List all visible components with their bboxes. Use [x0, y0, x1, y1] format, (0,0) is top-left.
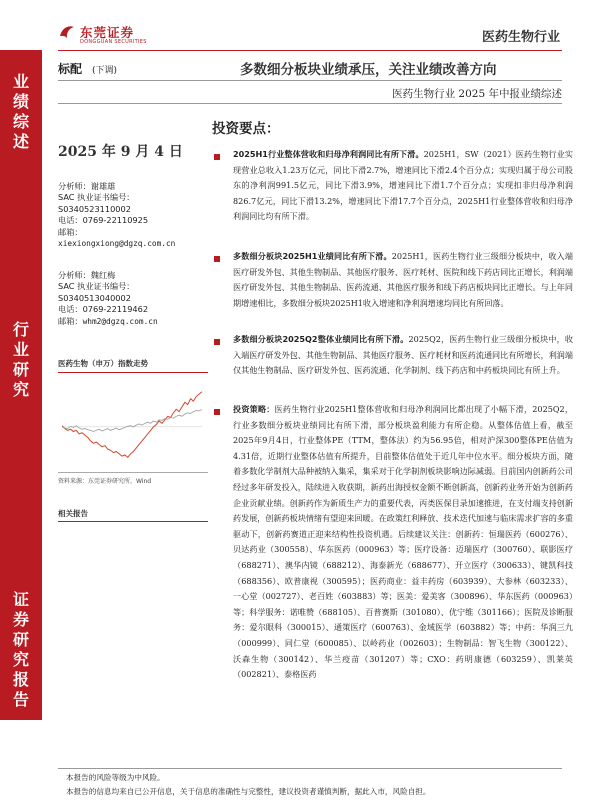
- side-label-char: 研: [12, 360, 29, 379]
- chart-top-rule: [58, 372, 208, 373]
- side-label-industry-research: [0, 320, 42, 400]
- side-label-char: 绩: [12, 92, 29, 111]
- chart-series-line: [62, 409, 202, 431]
- industry-title: 医药生物行业: [481, 30, 560, 45]
- analyst-phone: 电话：0769-22119462: [58, 304, 149, 315]
- analyst-cert-label: SAC 执业证书编号：: [58, 281, 135, 292]
- analyst-email[interactable]: whm2@dgzq.com.cn: [82, 316, 158, 326]
- chart-source: 资料来源：东莞证券研究所，Wind: [58, 478, 152, 485]
- risk-level-note: 本报告的风险等级为中风险。: [66, 773, 165, 782]
- related-reports-heading: 相关报告: [58, 509, 88, 518]
- report-title: 多数细分板块业绩承压，关注业绩改善方向: [240, 62, 497, 78]
- side-label-char: 综: [12, 112, 29, 131]
- chart-bottom-rule: [58, 472, 208, 473]
- key-point-lead: 投资策略：: [233, 404, 275, 414]
- analyst-email-label: 邮箱：: [58, 315, 83, 326]
- analyst-phone: 电话：0769-22110925: [58, 215, 149, 226]
- disclaimer-note: 本报告的信息均来自已公开信息，关于信息的准确性与完整性，建议投资者谨慎判断，据此入市，风险自担。: [66, 787, 431, 796]
- logo-mark-icon: [58, 24, 76, 40]
- rating-change: (下调): [92, 66, 118, 76]
- index-chart: [58, 358, 208, 490]
- bullet-icon: [214, 256, 220, 262]
- analyst-block: [58, 270, 208, 327]
- analyst-cert: S0340523110002: [58, 203, 131, 214]
- side-label-char: 述: [12, 132, 29, 151]
- analyst-email[interactable]: xiexiongxiong@dgzq.com.cn: [58, 239, 176, 249]
- bullet-icon: [214, 154, 220, 160]
- analyst-cert-label: SAC 执业证书编号：: [58, 192, 135, 203]
- report-subtitle: 医药生物行业 2025 年中报业绩综述: [392, 88, 562, 100]
- analyst-email-label: 邮箱：: [58, 226, 83, 237]
- related-reports-rule: [58, 521, 208, 522]
- side-label-char: 究: [12, 380, 29, 399]
- side-label-summary: [0, 72, 42, 152]
- rating: [58, 60, 117, 77]
- subtitle-divider: [58, 103, 562, 104]
- side-label-char: 券: [12, 610, 29, 629]
- title-divider: [58, 80, 562, 81]
- side-label-char: 究: [12, 650, 29, 669]
- chart-plot: [58, 374, 208, 470]
- key-point-lead: 多数细分板块2025Q2整体业绩同比有所下滑。: [233, 334, 409, 344]
- key-point-paragraph: [233, 332, 573, 396]
- side-label-char: 业: [12, 72, 29, 91]
- chart-series-line: [62, 392, 202, 458]
- rating-label: 标配: [58, 62, 83, 76]
- key-point-body: 医药生物行业2025H1整体营收和归母净利润同比都出现了小幅下滑，2025Q2，行业多数细分板块业绩同比有所下滑，部分板块盈利能力有所企稳。从整体估值上看，截至2025年9月4日，行业整体PE（TTM，整体法）约为56.95倍，相对沪深300整体PE估值为4.31倍，近期行业整体估值有所提升，目前整体估值处于近几年中位水平。细分板块方面，随着多数化学制剂大品种被纳入集采，集采对于化学制剂板块影响边际减弱。目前国内创新药公司经过多年研发投入，陆续进入收获期，新药出海授权金额不断创新高，创新药业务开始为创新药企业贡献业绩。创新药作为新质生产力的重要代表，丙类医保目录加速推进，在支付端支持创新药发展，创新药板块情绪有望迎来回暖。在政策红利释放、技术迭代加速与临床需求扩容的多重驱动下，创新药赛道正迎来结构性投资机遇。后续建议关注：创新药：恒瑞医药（600276）、贝达药业（300558）、华东医药（000963）等；医疗设备：迈瑞医疗（300760）、联影医疗（688271）、澳华内镜（688212）、海泰新光（688677）、开立医疗（300633）、键凯科技（688356）、欧普康视（300595）；医药商业：益丰药房（603939）、大参林（603233）、一心堂（002727）、老百姓（603883）等；医美：爱美客（300896）、华东医药（000963）等；科学服务：诺唯赞（688105）、百普赛斯（301080）、优宁维（301166）；医院及诊断服务：爱尔眼科（300015）、通策医疗（600763）、金域医学（603882）等；中药：华润三九（000999）、同仁堂（600085）、以岭药业（002603）；生物制品：智飞生物（300122）、沃森生物（300142）、华兰疫苗（301207）等；CXO：药明康德（603259）、凯莱英（002821）、泰格医药: [233, 404, 573, 680]
- bullet-icon: [214, 409, 220, 415]
- bullet-icon: [214, 339, 220, 345]
- side-label-securities-report: [0, 590, 42, 710]
- side-label-char: 告: [12, 690, 29, 709]
- key-point-paragraph: [233, 402, 573, 757]
- side-label-char: 行: [12, 320, 29, 339]
- footer-divider: [58, 768, 562, 769]
- logo-text: 东莞证券: [80, 25, 135, 40]
- side-bar: [0, 50, 42, 720]
- company-logo: [58, 18, 168, 52]
- chart-title: 医药生物（申万）指数走势: [58, 359, 148, 368]
- side-label-char: 证: [12, 590, 29, 609]
- key-points-heading: 投资要点：: [212, 121, 280, 137]
- key-point-paragraph: [233, 147, 573, 251]
- report-date: 2025 年 9 月 4 日: [58, 144, 183, 160]
- key-point-body: 2025H1，医药生物行业三级细分板块中，收入端医疗研发外包、其他生物制品、其他医疗服务、医疗耗材、医院和线下药店同比正增长，利润端医疗研发外包、其他生物制品、医药流通、其他医疗服务和线下药店板块同比正增长。与上年同期增速相比，多数细分板块2025H1收入增速和净利润增速均同比有所回落。: [233, 251, 574, 308]
- side-label-char: 报: [12, 670, 29, 689]
- logo-english-text: DONGGUAN SECURITIES: [80, 39, 147, 45]
- key-point-lead: 2025H1行业整体营收和归母净利润同比有所下滑。: [233, 149, 424, 159]
- key-point-body: 2025Q2，医药生物行业三级细分板块中，收入端医疗研发外包、其他生物制品、其他医疗服务、医疗耗材和医药流通同比有所增长，利润端仅其他生物制品、医疗研发外包、医药流通、化学制剂、线下药店和中药板块同比有所上升。: [233, 334, 573, 376]
- analyst-name: 分析师：魏红梅: [58, 270, 116, 280]
- analyst-cert: S0340513040002: [58, 292, 131, 303]
- analyst-name: 分析师：谢雄雄: [58, 181, 116, 191]
- key-point-paragraph: [233, 249, 573, 329]
- side-label-char: 业: [12, 340, 29, 359]
- key-point-lead: 多数细分板块2025H1业绩同比有所下滑。: [233, 251, 392, 261]
- analyst-block: [58, 181, 208, 249]
- key-point-body: 2025H1，SW（2021）医药生物行业实现营业总收入1.23万亿元，同比下滑2.7%，增速同比下滑2.4个百分点；实现归属于母公司股东的净利润991.5亿元，同比下滑3.9%，增速同比下滑1.7个百分点；实现扣非归母净利润826.7亿元，同比下滑13.2%，增速同比下滑17.7个百分点，2025H1行业整体营收和归母净利润同比均有所下滑。: [233, 149, 573, 222]
- side-label-char: 研: [12, 630, 29, 649]
- header-divider: [58, 50, 562, 51]
